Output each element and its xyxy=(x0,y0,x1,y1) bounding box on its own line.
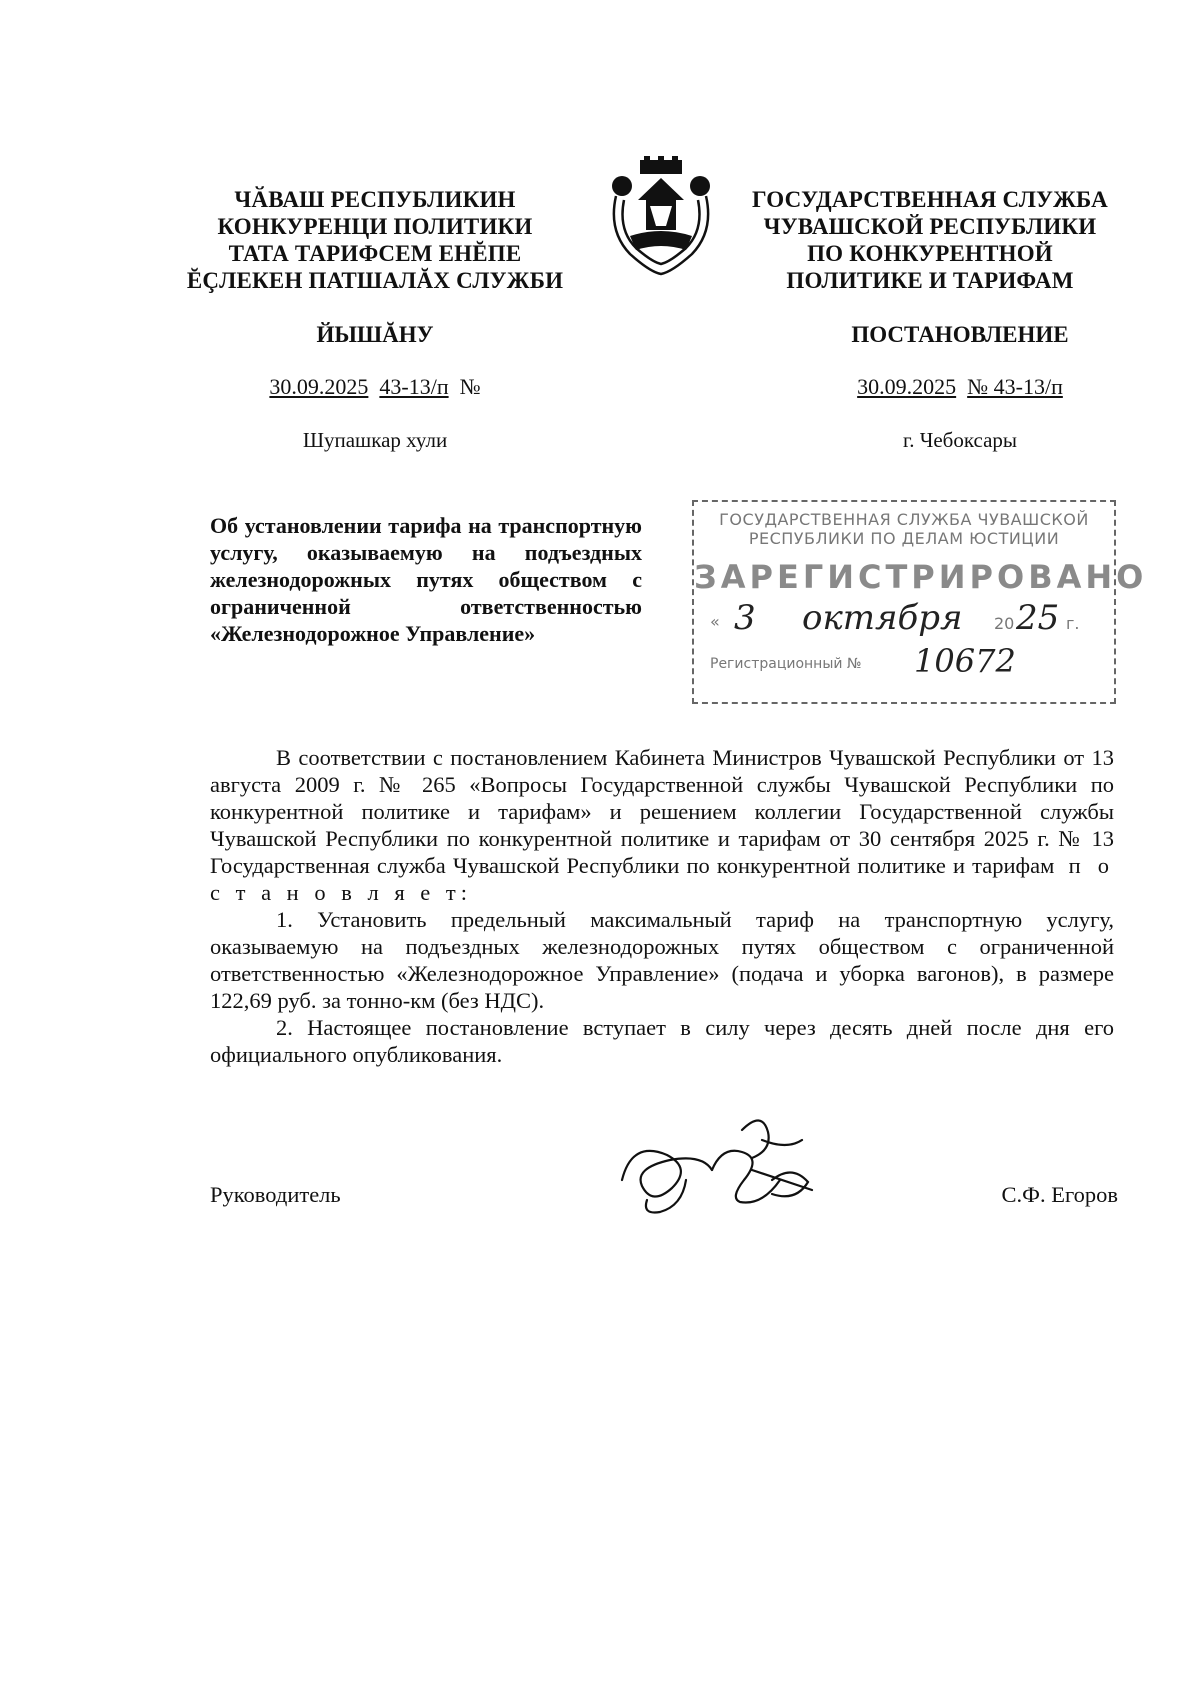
stamp-month: октября xyxy=(802,598,963,638)
handwritten-signature xyxy=(612,1110,822,1220)
header-right-org xyxy=(735,186,1125,294)
stamp-day: 3 xyxy=(734,598,756,638)
stamp-reg-number: 10672 xyxy=(914,642,1016,680)
stamp-line1: ГОСУДАРСТВЕННАЯ СЛУЖБА ЧУВАШСКОЙ xyxy=(719,510,1089,529)
stamp-year-unit: г. xyxy=(1066,614,1080,633)
document-title: Об установлении тарифа на транспортную услугу, оказываемую на подъездных железнодорожных путях обществом с ограниченной ответственностью «Железнодорожное Управление» xyxy=(210,513,642,646)
header-left-line4: ĔÇЛЕКЕН ПАТШАЛĂХ СЛУЖБИ xyxy=(186,268,564,293)
signature-position: Руководитель xyxy=(210,1182,341,1207)
body-resolves: п о с т а н о в л я е т: xyxy=(210,853,1115,905)
header-left-doc-type: ЙЫШĂНУ xyxy=(316,322,434,347)
body-item-2: 2. Настоящее постановление вступает в силу через десять дней после дня его официального опубликования. xyxy=(210,1015,1114,1067)
header-right-city: г. Чебоксары xyxy=(902,428,1018,452)
body-preamble-text: В соответствии с постановлением Кабинета Министров Чувашской Республики от 13 августа 2009 г. № 265 «Вопросы Государственной службы Чувашской Республики по конкурентной политике и тарифам» и решением коллегии Государственной службы Чувашской Республики по конкурентной политике и тарифам от 30 сентября 2025 г. № 13 Государственная служба Чувашской Республики по конкурентной политике и тарифам xyxy=(210,745,1114,878)
stamp-year-prefix: 20 xyxy=(994,614,1015,633)
header-left-number-line xyxy=(180,374,570,400)
stamp-date-line xyxy=(694,598,1114,642)
header-left-line3: ТАТА ТАРИФСЕМ ЕНĔПЕ xyxy=(228,241,522,266)
header-right-date: 30.09.2025 xyxy=(857,374,957,399)
header-left-number: 43-13/п xyxy=(379,374,449,399)
header-right-doc-type: ПОСТАНОВЛЕНИЕ xyxy=(851,322,1069,347)
stamp-year-suffix: 25 xyxy=(1016,598,1060,638)
header-left-line2: КОНКУРЕНЦИ ПОЛИТИКИ xyxy=(217,214,533,239)
header-left-line1: ЧӐВАШ РЕСПУБЛИКИН xyxy=(234,187,516,212)
signature-name: С.Ф. Егоров xyxy=(1001,1182,1118,1207)
stamp-reg-label: Регистрационный № xyxy=(710,656,862,672)
body-preamble xyxy=(210,744,1114,906)
header-right-line3: ПО КОНКУРЕНТНОЙ xyxy=(807,241,1053,266)
stamp-registered: ЗАРЕГИСТРИРОВАНО xyxy=(694,558,1148,596)
document-body xyxy=(210,744,1114,1068)
header-right-number-line xyxy=(765,374,1155,400)
header-right-line1: ГОСУДАРСТВЕННАЯ СЛУЖБА xyxy=(752,187,1108,212)
header-left-city: Шупашкар хули xyxy=(302,428,448,452)
header-right-line2: ЧУВАШСКОЙ РЕСПУБЛИКИ xyxy=(763,214,1097,239)
emblem-icon xyxy=(600,156,722,276)
stamp-line2: РЕСПУБЛИКИ ПО ДЕЛАМ ЮСТИЦИИ xyxy=(748,529,1060,548)
stamp-quote-open: « xyxy=(710,612,720,631)
header-left-org xyxy=(180,186,570,294)
header-right-number: № 43-13/п xyxy=(967,374,1063,399)
header-left-no-sign: № xyxy=(459,374,481,399)
header-left-date: 30.09.2025 xyxy=(269,374,369,399)
stamp-reg-line xyxy=(694,642,1114,682)
body-item-1: 1. Установить предельный максимальный тариф на транспортную услугу, оказываемую на подъездных железнодорожных путях обществом с ограниченной ответственностью «Железнодорожное Управление» (подача и уборка вагонов), в размере 122,69 руб. за тонно-км (без НДС). xyxy=(210,907,1114,1013)
registration-stamp xyxy=(692,500,1148,704)
header-right-line4: ПОЛИТИКЕ И ТАРИФАМ xyxy=(786,268,1074,293)
